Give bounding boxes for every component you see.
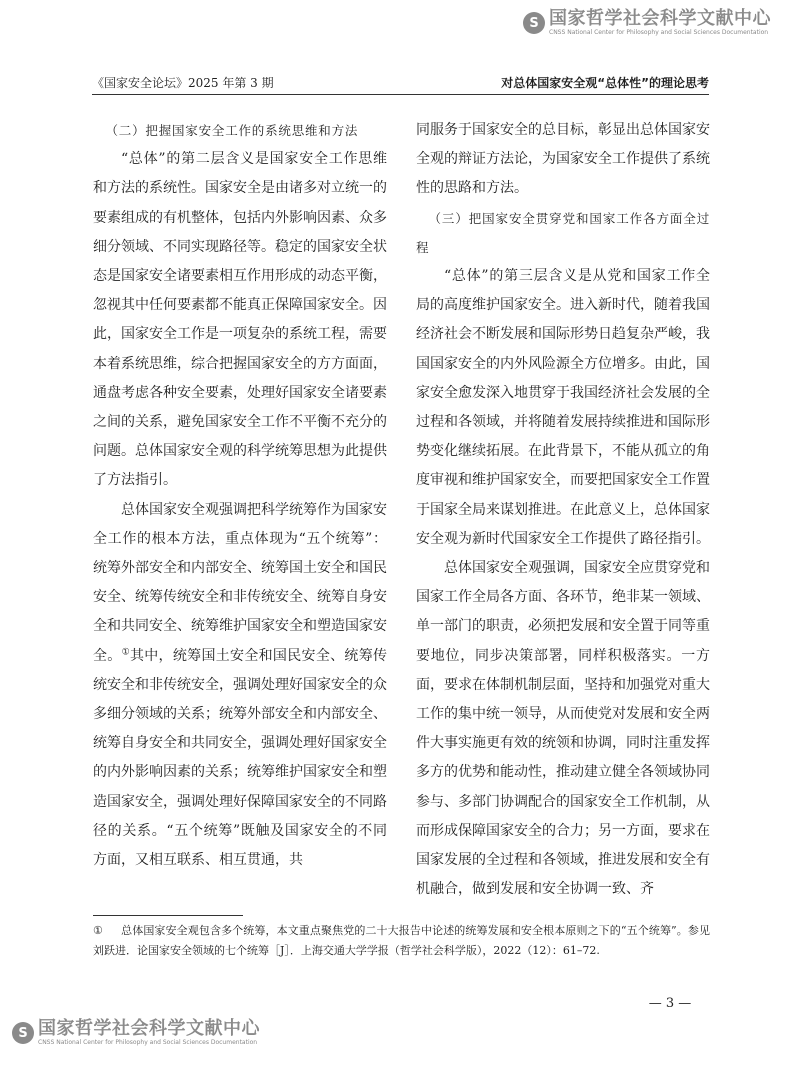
logo-chinese-name: 国家哲学社会科学文献中心	[549, 8, 771, 29]
paragraph: “总体”的第二层含义是国家安全工作思维和方法的系统性。国家安全是由诸多对立统一的要素组成的有机整体，包括内外影响因素、众多细分领域、不同实现路径等。稳定的国家安全状态是国家安全诸要素相互作用形成的动态平衡，忽视其中任何要素都不能真正保障国家安全。因此，国家安全工作是一项复杂的系统工程，需要本着系统思维，综合把握国家安全的方方面面，通盘考虑各种安全要素，处理好国家安全诸要素之间的关系，避免国家安全工作不平衡不充分的问题。总体国家安全观的科学统筹思想为此提供了方法指引。	[93, 151, 387, 489]
journal-issue: 《国家安全论坛》2025 年第 3 期	[92, 76, 274, 90]
header-rule	[92, 94, 709, 95]
logo-english-name: CNSS National Center for Philosophy and Social Sciences Documentation	[549, 29, 769, 36]
paragraph-text: 其中，统筹国土安全和国民安全、统筹传统安全和非传统安全，强调处理好国家安全的众多细分领域的关系；统筹外部安全和内部安全、统筹自身安全和共同安全，强调处理好国家安全的内外影响因素的关系；统筹维护国家安全和塑造国家安全，强调处理好保障国家安全的不同路径的关系。“五个统筹”既触及国家安全的不同方面，又相互联系、相互贯通，共	[93, 647, 388, 869]
article-running-title: 对总体国家安全观“总体性”的理论思考	[501, 76, 709, 90]
logo-chinese-name: 国家哲学社会科学文献中心	[38, 1018, 260, 1039]
paragraph-text: 总体国家安全观强调把科学统筹作为国家安全工作的根本方法，重点体现为“五个统筹”：统筹外部安全和内部安全、统筹国土安全和国民安全、统筹传统安全和非传统安全、统筹自身安全和共同安全、统筹维护国家安全和塑造国家安全。	[93, 501, 387, 664]
logo-english-name: CNSS National Center for Philosophy and Social Sciences Documentation	[38, 1039, 258, 1046]
logo-emblem-icon: S	[12, 1022, 34, 1044]
footnote-text: 总体国家安全观包含多个统筹，本文重点聚焦党的二十大报告中论述的统筹发展和安全根本原则之下的“五个统筹”。参见刘跃进．论国家安全领域的七个统筹［J］．上海交通大学学报（哲学社会科学版），2022（12）：61–72.	[93, 924, 710, 957]
paragraph	[93, 496, 387, 876]
logo-emblem-icon: S	[523, 12, 545, 34]
footnote	[93, 921, 710, 960]
section-heading-2: （二）把握国家安全工作的系统思维和方法	[105, 123, 359, 138]
paragraph: 同服务于国家安全的总目标，彰显出总体国家安全观的辩证方法论，为国家安全工作提供了系统性的思路和方法。	[416, 122, 710, 197]
running-header	[92, 74, 709, 90]
site-logo-top	[523, 10, 771, 36]
site-logo-bottom	[12, 1020, 260, 1046]
paragraph: 总体国家安全观强调，国家安全应贯穿党和国家工作全局各方面、各环节，绝非某一领域、单一部门的职责，必须把发展和安全置于同等重要地位，同步决策部署，同样积极落实。一方面，要求在体制机制层面，坚持和加强党对重大工作的集中统一领导，从而使党对发展和安全两件大事实施更有效的统领和协调，同时注重发挥多方的优势和能动性，推动建立健全各领域协同参与、多部门协调配合的国家安全工作机制，从而形成保障国家安全的合力；另一方面，要求在国家发展的全过程和各领域，推进发展和安全有机融合，做到发展和安全协调一致、齐	[416, 560, 710, 898]
paragraph: “总体”的第三层含义是从党和国家工作全局的高度维护国家安全。进入新时代，随着我国经济社会不断发展和国际形势日趋复杂严峻，我国国家安全的内外风险源全方位增多。由此，国家安全愈发深入地贯穿于我国经济社会发展的全过程和各领域，并将随着发展持续推进和国际形势变化继续拓展。在此背景下，不能从孤立的角度审视和维护国家安全，而要把国家安全工作置于国家全局来谋划推进。在此意义上，总体国家安全观为新时代国家安全工作提供了路径指引。	[416, 268, 710, 547]
right-column	[416, 116, 710, 904]
footnote-marker: ①	[93, 924, 103, 937]
footnote-rule	[93, 915, 243, 916]
page-number: — 3 —	[648, 996, 692, 1011]
left-column	[93, 116, 387, 875]
section-heading-3: （三）把国家安全贯穿党和国家工作各方面全过程	[416, 210, 710, 255]
footnote-ref[interactable]: ①	[121, 647, 130, 657]
